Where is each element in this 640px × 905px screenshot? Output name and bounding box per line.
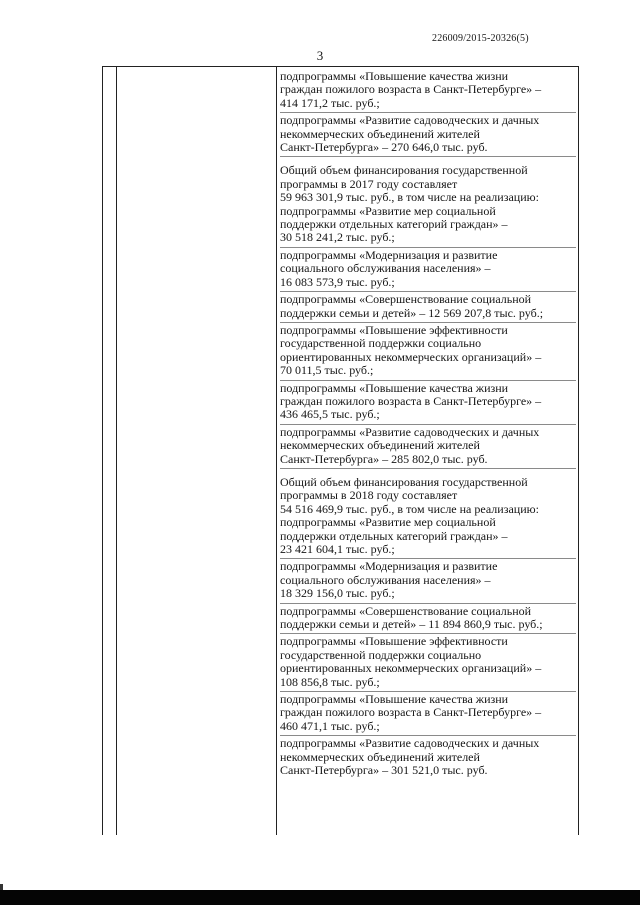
text-line: социального обслуживания населения» –	[280, 572, 491, 587]
text-line: программы в 2018 году составляет	[280, 488, 458, 503]
text-line: 70 011,5 тыс. руб.;	[280, 363, 374, 378]
text-line: подпрограммы «Развитие садоводческих и дачных	[280, 736, 540, 751]
financing-paragraph	[280, 69, 576, 113]
financing-paragraph	[280, 604, 576, 635]
text-line: подпрограммы «Модернизация и развитие	[280, 247, 498, 262]
text-line: подпрограммы «Повышение качества жизни	[280, 69, 509, 83]
page-number: 3	[316, 48, 324, 63]
text-line: граждан пожилого возраста в Санкт-Петербурге» –	[280, 393, 542, 408]
text-line: Общий объем финансирования государственной	[280, 474, 528, 489]
column-divider-1	[116, 67, 117, 835]
financing-paragraph	[280, 248, 576, 292]
text-line: 108 856,8 тыс. руб.;	[280, 674, 380, 689]
text-line: подпрограммы «Развитие садоводческих и дачных	[280, 424, 540, 439]
text-line: ориентированных некоммерческих организаций» –	[280, 349, 542, 364]
text-line: подпрограммы «Совершенствование социальной	[280, 603, 532, 618]
financing-paragraph	[280, 163, 576, 247]
financing-paragraph	[280, 113, 576, 157]
text-line: Санкт-Петербурга» – 270 646,0 тыс. руб.	[280, 140, 488, 155]
financing-paragraph	[280, 475, 576, 559]
text-line: Общий объем финансирования государственной	[280, 163, 528, 178]
table-frame	[102, 66, 579, 835]
text-line: поддержки отдельных категорий граждан» –	[280, 528, 508, 543]
scan-bottom-edge	[0, 890, 640, 905]
text-line: граждан пожилого возраста в Санкт-Петербурге» –	[280, 705, 542, 720]
financing-paragraph	[280, 292, 576, 323]
financing-paragraph	[280, 559, 576, 603]
text-line: подпрограммы «Повышение эффективности	[280, 322, 508, 337]
financing-paragraph	[280, 692, 576, 736]
text-line: 59 963 301,9 тыс. руб., в том числе на реализацию:	[280, 190, 539, 205]
text-line: подпрограммы «Модернизация и развитие	[280, 559, 498, 574]
text-line: некоммерческих объединений жителей	[280, 126, 480, 141]
financing-paragraph	[280, 323, 576, 381]
text-line: некоммерческих объединений жителей	[280, 438, 480, 453]
text-line: подпрограммы «Развитие мер социальной	[280, 203, 496, 218]
text-line: 16 083 573,9 тыс. руб.;	[280, 274, 395, 289]
financing-paragraph	[280, 425, 576, 469]
column-divider-2	[276, 67, 277, 835]
financing-paragraph	[280, 736, 576, 779]
text-line: 436 465,5 тыс. руб.;	[280, 407, 380, 422]
text-line: 30 518 241,2 тыс. руб.;	[280, 230, 395, 245]
text-line: поддержки отдельных категорий граждан» –	[280, 217, 508, 232]
financing-text-cell	[280, 69, 576, 780]
text-line: граждан пожилого возраста в Санкт-Петербурге» –	[280, 82, 542, 97]
financing-paragraph	[280, 634, 576, 692]
text-line: поддержки семьи и детей» – 11 894 860,9 тыс. руб.;	[280, 617, 543, 632]
text-line: ориентированных некоммерческих организаций» –	[280, 661, 542, 676]
text-line: поддержки семьи и детей» – 12 569 207,8 тыс. руб.;	[280, 305, 544, 320]
text-line: подпрограммы «Совершенствование социальной	[280, 292, 532, 307]
text-line: Санкт-Петербурга» – 285 802,0 тыс. руб.	[280, 451, 488, 466]
text-line: государственной поддержки социально	[280, 647, 482, 662]
text-line: некоммерческих объединений жителей	[280, 749, 480, 764]
text-line: программы в 2017 году составляет	[280, 176, 458, 191]
text-line: 414 171,2 тыс. руб.;	[280, 95, 380, 110]
text-line: социального обслуживания населения» –	[280, 261, 491, 276]
text-line: 23 421 604,1 тыс. руб.;	[280, 542, 395, 556]
text-line: подпрограммы «Повышение эффективности	[280, 634, 508, 649]
text-line: 460 471,1 тыс. руб.;	[280, 718, 380, 733]
document-id: 226009/2015-20326(5)	[432, 33, 529, 44]
text-line: подпрограммы «Развитие мер социальной	[280, 515, 496, 530]
text-line: Санкт-Петербурга» – 301 521,0 тыс. руб.	[280, 763, 488, 778]
text-line: государственной поддержки социально	[280, 336, 482, 351]
text-line: подпрограммы «Развитие садоводческих и дачных	[280, 113, 540, 128]
financing-paragraph	[280, 381, 576, 425]
text-line: подпрограммы «Повышение качества жизни	[280, 692, 509, 707]
text-line: подпрограммы «Повышение качества жизни	[280, 380, 509, 395]
text-line: 54 516 469,9 тыс. руб., в том числе на реализацию:	[280, 501, 539, 516]
text-line: 18 329 156,0 тыс. руб.;	[280, 586, 395, 601]
